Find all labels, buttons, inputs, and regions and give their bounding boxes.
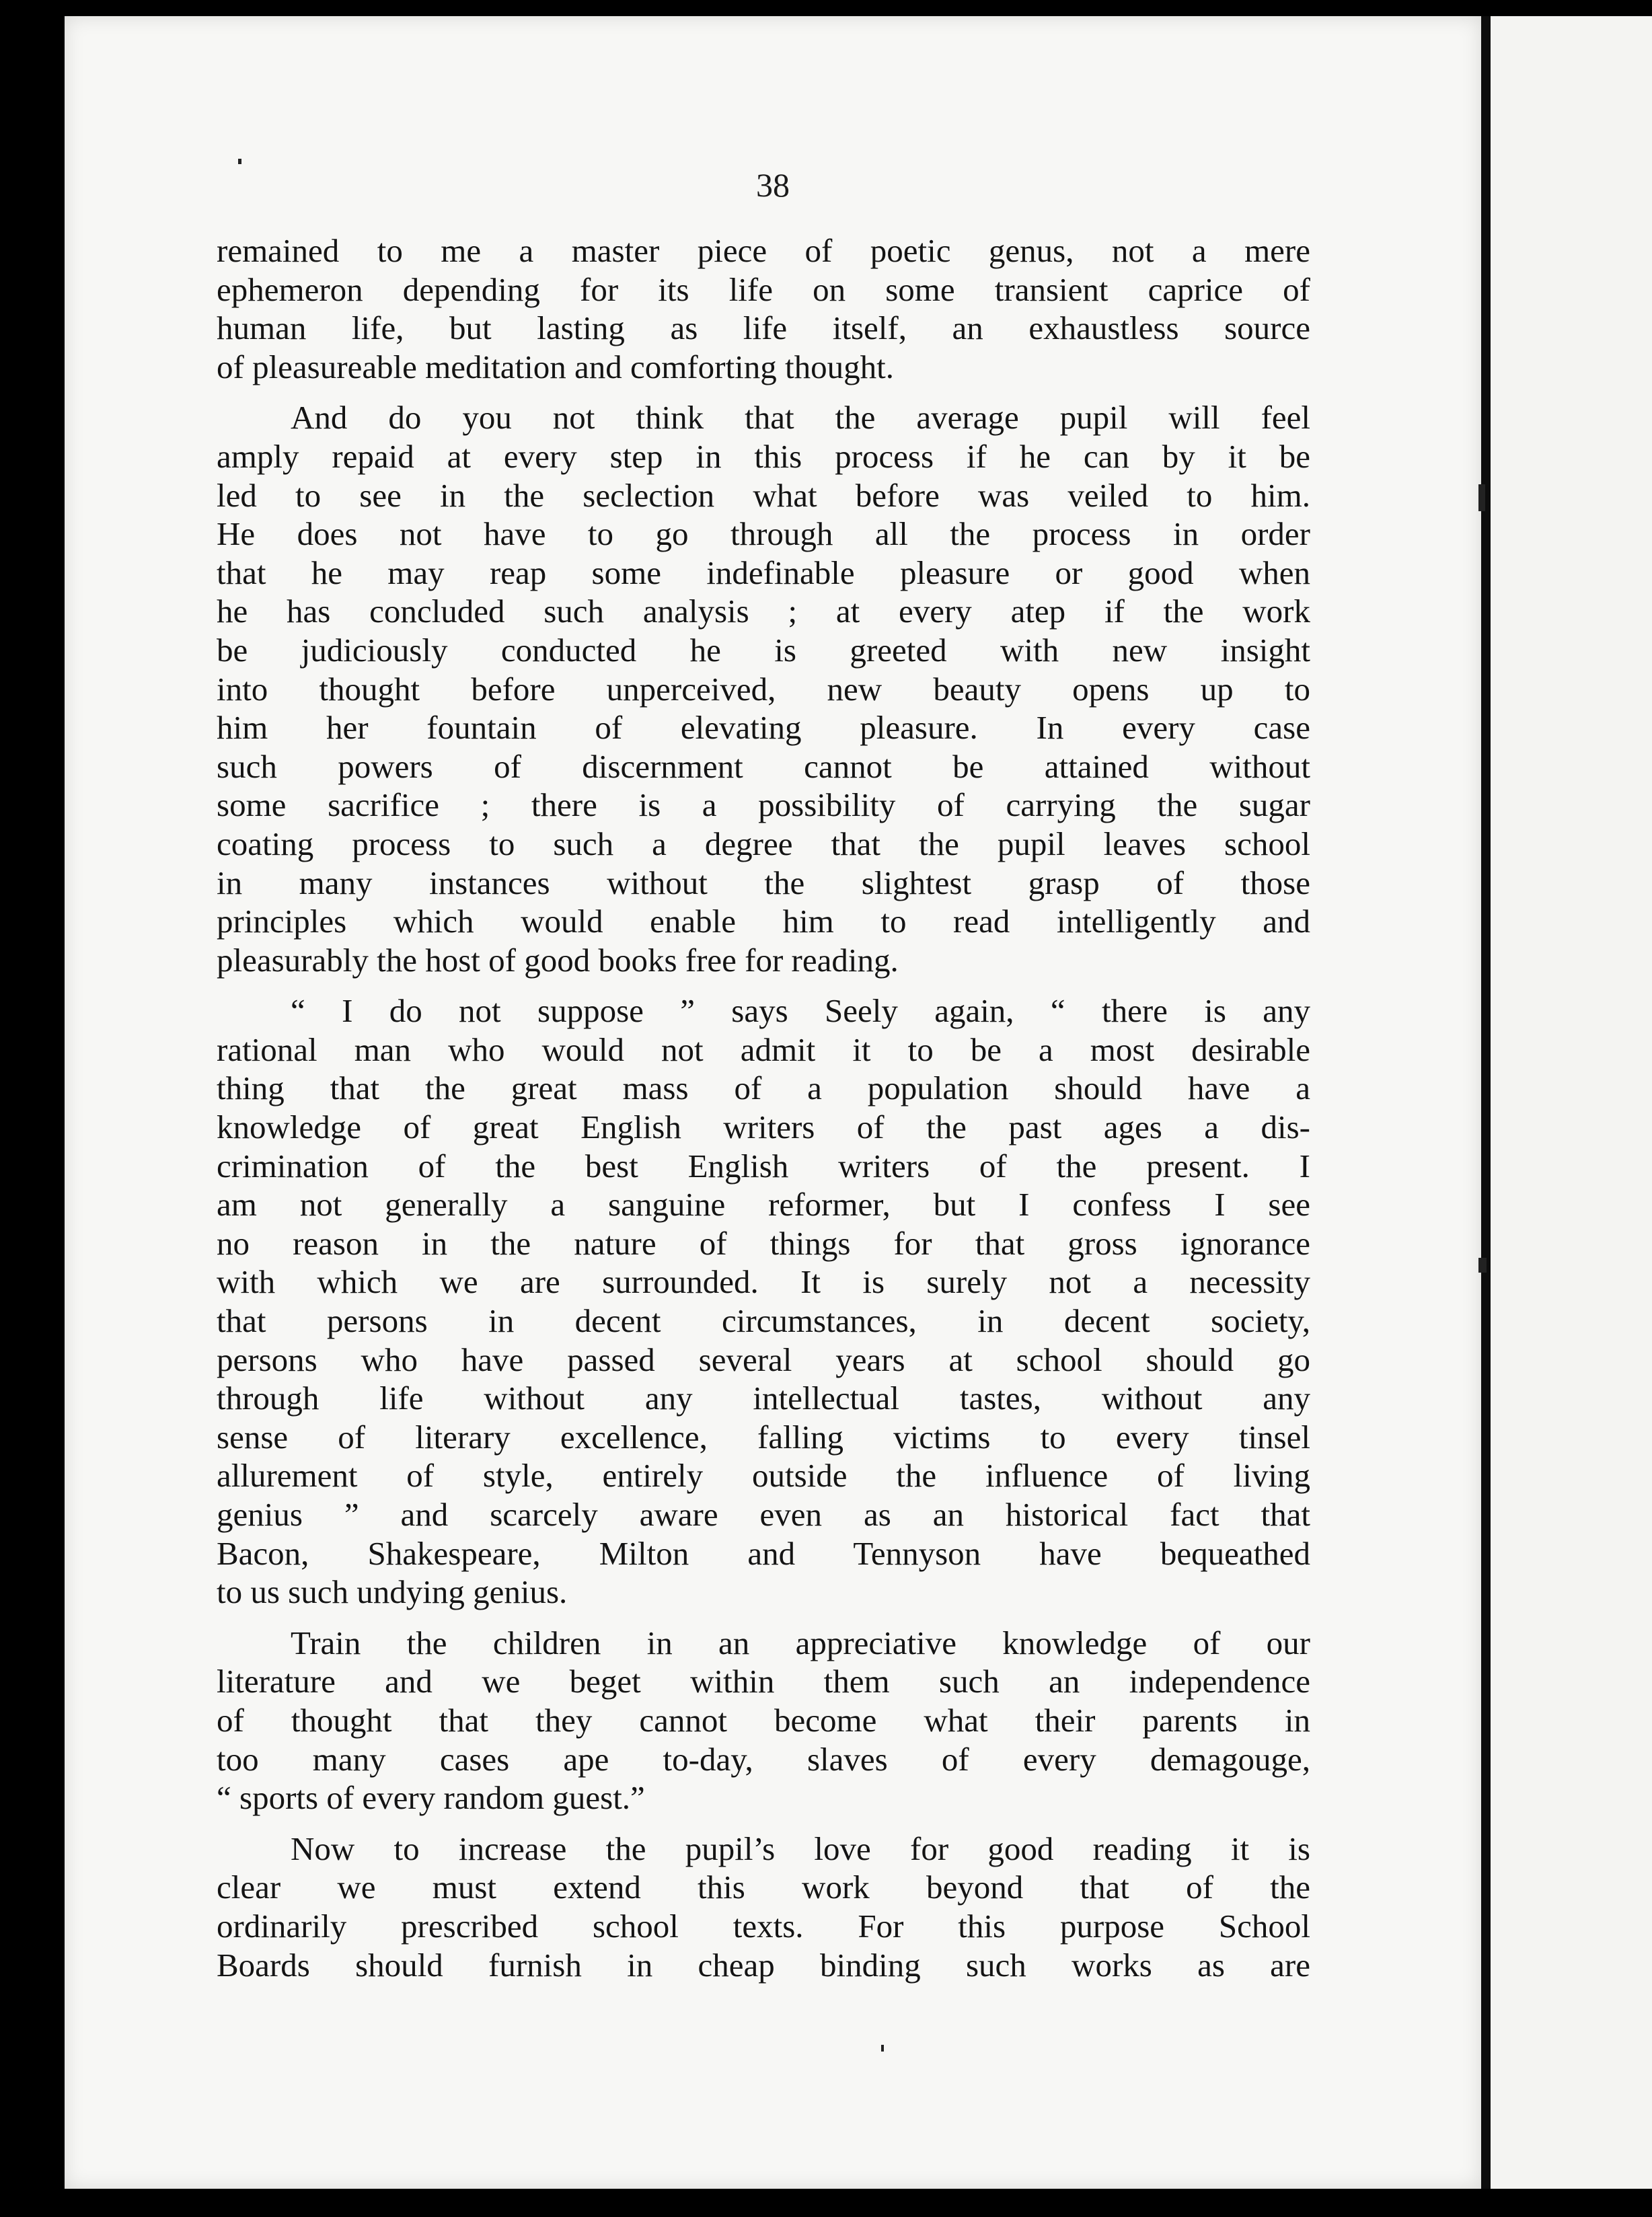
text-line: principles which would enable him to read intelligently and bbox=[217, 903, 1310, 940]
text-line: he has concluded such analysis ; at every atep if the work bbox=[217, 593, 1310, 630]
text-line: led to see in the seclection what before was veiled to him. bbox=[217, 476, 1310, 514]
text-line: of thought that they cannot become what their parents in bbox=[217, 1701, 1310, 1739]
text-line: ordinarily prescribed school texts. For this purpose School bbox=[217, 1907, 1310, 1945]
text-line: him her fountain of elevating pleasure. In every case bbox=[217, 709, 1310, 747]
text-line: too many cases ape to-day, slaves of every demagouge, bbox=[217, 1740, 1310, 1778]
text-line: crimination of the best English writers of the present. I bbox=[217, 1147, 1310, 1185]
scan-speck bbox=[1478, 1258, 1487, 1273]
page-gutter-edge bbox=[1481, 16, 1491, 2189]
text-line: thing that the great mass of a population should have a bbox=[217, 1069, 1310, 1107]
text-line: of pleasureable meditation and comforting thought. bbox=[217, 348, 894, 385]
paragraph bbox=[217, 1624, 1310, 1817]
text-line: coating process to such a degree that the pupil leaves school bbox=[217, 825, 1310, 862]
paragraph bbox=[217, 991, 1310, 1612]
text-line: human life, but lasting as life itself, an exhaustless source bbox=[217, 309, 1310, 347]
text-line: “ sports of every random guest.” bbox=[217, 1779, 645, 1817]
text-line: genius ” and scarcely aware even as an historical fact that bbox=[217, 1496, 1310, 1533]
text-line: knowledge of great English writers of the past ages a dis- bbox=[217, 1108, 1310, 1146]
scan-speck bbox=[1478, 484, 1485, 511]
scan-speck bbox=[238, 159, 241, 164]
text-line: such powers of discernment cannot be attained without bbox=[217, 747, 1310, 785]
text-line: persons who have passed several years at school should go bbox=[217, 1341, 1310, 1378]
adjacent-page-edge bbox=[1491, 16, 1652, 2189]
text-line: that he may reap some indefinable pleasure or good when bbox=[217, 554, 1310, 591]
text-line: amply repaid at every step in this process if he can by it be bbox=[217, 437, 1310, 475]
text-line: And do you not think that the average pupil will feel bbox=[291, 399, 1310, 437]
text-line: into thought before unperceived, new beauty opens up to bbox=[217, 670, 1310, 708]
text-line: clear we must extend this work beyond that of the bbox=[217, 1869, 1310, 1906]
text-line: that persons in decent circumstances, in decent society, bbox=[217, 1302, 1310, 1340]
text-line: Now to increase the pupil’s love for good reading it is bbox=[291, 1830, 1310, 1867]
text-line: with which we are surrounded. It is surely not a necessity bbox=[217, 1263, 1310, 1301]
text-line: be judiciously conducted he is greeted with new insight bbox=[217, 631, 1310, 669]
paragraph bbox=[217, 231, 1310, 386]
text-line: in many instances without the slightest grasp of those bbox=[217, 864, 1310, 901]
text-line: no reason in the nature of things for that gross ignorance bbox=[217, 1224, 1310, 1262]
text-line: He does not have to go through all the process in order bbox=[217, 515, 1310, 553]
scan-speck bbox=[881, 2045, 884, 2052]
text-line: remained to me a master piece of poetic genus, not a mere bbox=[217, 232, 1310, 269]
page-body-text bbox=[217, 231, 1310, 1984]
text-line: ephemeron depending for its life on some transient caprice of bbox=[217, 270, 1310, 308]
text-line: Boards should furnish in cheap binding such works as are bbox=[217, 1946, 1310, 1984]
book-page bbox=[65, 16, 1481, 2189]
text-line: to us such undying genius. bbox=[217, 1573, 568, 1611]
text-line: Bacon, Shakespeare, Milton and Tennyson have bequeathed bbox=[217, 1534, 1310, 1572]
page-number: 38 bbox=[756, 166, 790, 204]
text-line: pleasurably the host of good books free for reading. bbox=[217, 941, 899, 979]
paragraph bbox=[217, 1830, 1310, 1984]
text-line: sense of literary excellence, falling victims to every tinsel bbox=[217, 1418, 1310, 1456]
paragraph bbox=[217, 398, 1310, 979]
text-line: literature and we beget within them such an independence bbox=[217, 1663, 1310, 1700]
text-line: some sacrifice ; there is a possibility of carrying the sugar bbox=[217, 786, 1310, 824]
text-line: Train the children in an appreciative knowledge of our bbox=[291, 1624, 1310, 1661]
text-line: rational man who would not admit it to be a most desirable bbox=[217, 1030, 1310, 1068]
text-line: am not generally a sanguine reformer, but I confess I see bbox=[217, 1186, 1310, 1224]
text-line: “ I do not suppose ” says Seely again, “ there is any bbox=[291, 992, 1310, 1030]
text-line: through life without any intellectual tastes, without any bbox=[217, 1380, 1310, 1417]
text-line: allurement of style, entirely outside the influence of living bbox=[217, 1457, 1310, 1495]
